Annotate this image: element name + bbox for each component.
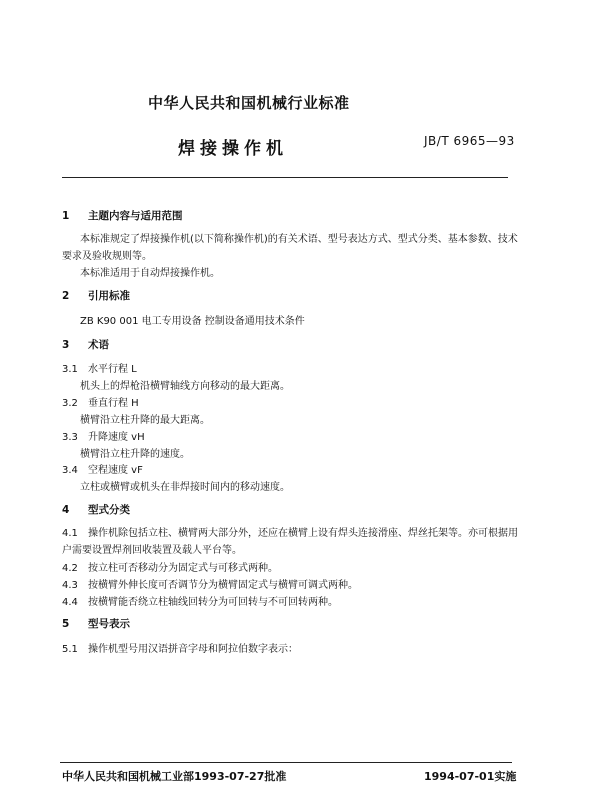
section-number: 2 <box>62 290 70 302</box>
clause-text: 操作机除包括立柱、横臂两大部分外，还应在横臂上设有焊头连接滑座、焊丝托架等。亦可根据用 <box>88 528 518 539</box>
item-number: 3.4 <box>62 465 78 476</box>
clause-item <box>62 640 298 655</box>
header-rule <box>62 177 508 178</box>
clause-item <box>62 593 338 608</box>
term-definition: 横臂沿立柱升降的速度。 <box>80 449 190 460</box>
section-title: 主题内容与适用范围 <box>88 210 183 222</box>
item-number: 4.1 <box>62 528 78 539</box>
item-number: 4.4 <box>62 597 78 608</box>
section-1-heading <box>62 208 183 223</box>
term-item <box>62 461 143 476</box>
approval-date: 中华人民共和国机械工业部1993-07-27批准 <box>62 770 287 783</box>
section-number: 5 <box>62 618 70 630</box>
clause-text: 按立柱可否移动分为固定式与可移式两种。 <box>88 563 278 574</box>
section-title: 型号表示 <box>88 618 130 630</box>
issuing-body: 中华人民共和国机械行业标准 <box>148 94 350 112</box>
section-title: 术语 <box>88 339 109 351</box>
clause-text: 按横臂外伸长度可否调节分为横臂固定式与横臂可调式两种。 <box>88 580 358 591</box>
item-number: 3.2 <box>62 398 78 409</box>
item-number: 4.2 <box>62 563 78 574</box>
section-2-heading <box>62 288 130 303</box>
clause-item <box>62 576 358 591</box>
clause-item <box>62 559 278 574</box>
item-number: 3.1 <box>62 364 78 375</box>
document-title: 焊接操作机 <box>178 139 288 159</box>
standard-code: JB/T 6965—93 <box>424 134 515 148</box>
section-title: 引用标准 <box>88 290 130 302</box>
term-name: 空程速度 vF <box>88 465 143 476</box>
implementation-date: 1994-07-01实施 <box>424 770 517 783</box>
term-name: 升降速度 vH <box>88 432 145 443</box>
item-number: 4.3 <box>62 580 78 591</box>
section-1-paragraph: 本标准适用于自动焊接操作机。 <box>80 268 220 279</box>
section-3-heading <box>62 337 109 352</box>
term-definition: 横臂沿立柱升降的最大距离。 <box>80 415 210 426</box>
footer-rule <box>60 762 512 763</box>
section-1-paragraph-line: 本标准规定了焊接操作机(以下简称操作机)的有关术语、型号表达方式、型式分类、基本参数、技术 <box>80 234 518 245</box>
section-1-paragraph-line: 要求及验收规则等。 <box>62 251 152 262</box>
term-definition: 机头上的焊枪沿横臂轴线方向移动的最大距离。 <box>80 381 290 392</box>
term-definition: 立柱或横臂或机头在非焊接时间内的移动速度。 <box>80 482 290 493</box>
section-number: 4 <box>62 504 70 516</box>
clause-text: 操作机型号用汉语拼音字母和阿拉伯数字表示： <box>88 644 298 655</box>
reference-standard: ZB K90 001 电工专用设备 控制设备通用技术条件 <box>80 316 305 327</box>
term-name: 水平行程 L <box>88 364 137 375</box>
item-number: 3.3 <box>62 432 78 443</box>
term-name: 垂直行程 H <box>88 398 139 409</box>
term-item <box>62 394 139 409</box>
section-5-heading <box>62 616 130 631</box>
term-item <box>62 428 145 443</box>
term-item <box>62 360 137 375</box>
section-4-heading <box>62 502 130 517</box>
clause-continuation: 户需要设置焊剂回收装置及载人平台等。 <box>62 545 242 556</box>
clause-item <box>62 524 518 539</box>
section-title: 型式分类 <box>88 504 130 516</box>
section-number: 3 <box>62 339 70 351</box>
item-number: 5.1 <box>62 644 78 655</box>
clause-text: 按横臂能否绕立柱轴线回转分为可回转与不可回转两种。 <box>88 597 338 608</box>
section-number: 1 <box>62 210 70 222</box>
